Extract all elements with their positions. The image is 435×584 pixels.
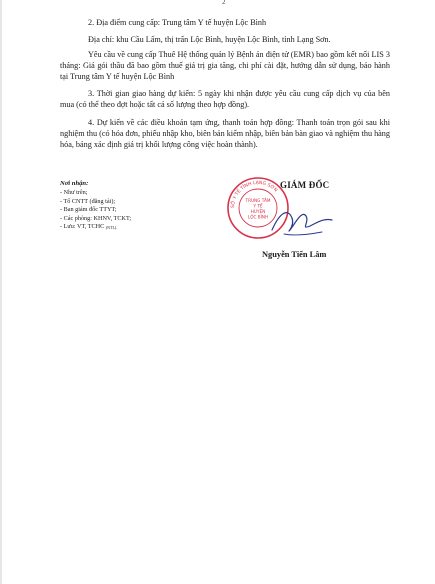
recipients-heading: Nơi nhận: [60,180,89,187]
recipient-item-suffix: (NTL). [105,225,118,231]
recipients-block [60,180,131,232]
recipient-item: - Tổ CNTT (đăng tải); [60,197,116,205]
requirements-paragraph: Yêu cầu về cung cấp Thuê Hệ thống quản lý Bệnh án điện tử (EMR) bao gồm kết nối LIS 3 tháng: Giá gói thầu đã bao gồm thuế giá trị gia tăng, chi phí cài đặt, hướng dẫn sử dụng, bảo hành tại Trung tâm Y tế huyện Lộc Bình [60,50,390,82]
seal-text-line: LỘC BÌNH [247,214,269,220]
recipient-item: - Các phòng: KHNV, TCKT; [60,214,132,222]
seal-text-line: TRUNG TÂM [245,198,271,203]
delivery-time-paragraph: 3. Thời gian giao hàng dự kiến: 5 ngày khi nhận được yêu cầu cung cấp dịch vụ của bên mua (có thể theo đợt hoặc tất cả số lượng theo hợp đồng). [60,89,390,110]
recipient-item: - Ban giám đốc TTYT; [60,206,117,214]
address-paragraph: Địa chỉ: khu Cầu Lấm, thị trấn Lộc Bình, huyện Lộc Bình, tỉnh Lạng Sơn. [88,35,331,44]
seal-ring-text: SỞ Y TẾ TỈNH LẠNG SƠN [230,180,278,209]
signer-title: GIÁM ĐỐC [280,180,330,190]
recipient-item-text: - Lưu: VT, TCHC [60,223,105,231]
page-edge-shadow [0,0,2,584]
seal-text-line: HUYỆN [250,209,266,214]
payment-terms-paragraph: 4. Dự kiến về các điều khoản tạm ứng, thanh toán hợp đồng: Thanh toán trọn gói sau khi nghiệm thu (có hóa đơn, phiếu nhập kho, biên bản kiểm nhập, biên bản bàn giao và nghiệm thu hàng hóa, bảng xác định giá trị khối lượng công việc hoàn thành). [60,118,390,150]
recipient-item [60,223,131,232]
recipient-item: - Như trên; [60,189,88,197]
seal-text-line: Y TẾ [253,203,263,209]
delivery-location-paragraph: 2. Địa điểm cung cấp: Trung tâm Y tế huyện Lộc Bình [88,18,267,27]
signer-name: Nguyễn Tiến Lâm [262,250,327,259]
page-number: 2 [222,0,226,6]
handwritten-signature-icon [266,200,338,244]
